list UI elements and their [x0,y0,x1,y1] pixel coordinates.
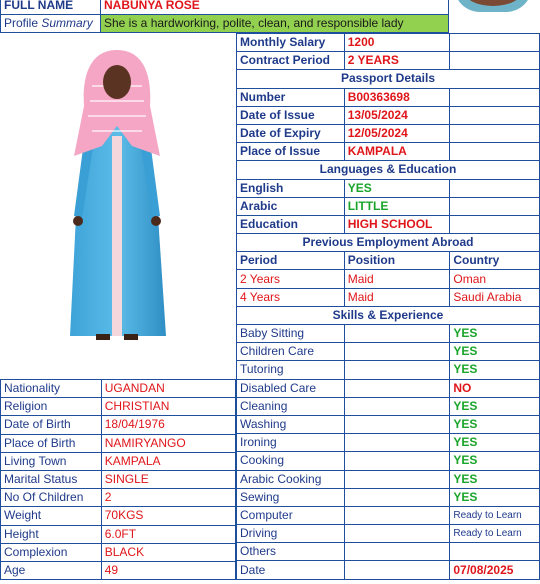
details-table [236,33,540,580]
contract-row [237,34,540,52]
passport-row: Number B00363698 [237,88,540,106]
passport-row: Date of Expiry 12/05/2024 [237,124,540,142]
employment-header-row: Period Position Country [237,252,540,270]
date-row: Date 07/08/2025 [237,561,540,579]
passport-section-title: Passport Details [237,70,540,88]
passport-row: Place of Issue KAMPALA [237,143,540,161]
skill-row: Washing YES [237,415,540,433]
language-row: English YES [237,179,540,197]
full-name-label: FULL NAME [1,0,101,15]
personal-row: No Of Children 2 [1,489,236,507]
personal-row: Place of Birth NAMIRYANGO [1,434,236,452]
skill-row: Ironing YES [237,434,540,452]
skill-row: Cleaning YES [237,397,540,415]
skill-row: Driving Ready to Learn [237,525,540,543]
personal-row: Nationality UGANDAN [1,380,236,398]
header-table [0,0,540,33]
employment-row: 2 Years Maid Oman [237,270,540,288]
profile-summary-text: She is a hardworking, polite, clean, and responsible lady [101,15,449,33]
personal-row: Date of Birth 18/04/1976 [1,416,236,434]
languages-section-title: Languages & Education [237,161,540,179]
skills-section-title: Skills & Experience [237,306,540,324]
contract-period-value: 2 YEARS [344,52,450,70]
personal-row: Height 6.0FT [1,525,236,543]
skill-row: Baby Sitting YES [237,325,540,343]
personal-row: Complexion BLACK [1,543,236,561]
language-row: Arabic LITTLE [237,197,540,215]
education-row: Education HIGH SCHOOL [237,215,540,233]
personal-row: Age 49 [1,561,236,579]
skill-row: Disabled Care NO [237,379,540,397]
candidate-photo [62,46,172,344]
contract-period-label: Contract Period [237,52,345,70]
skill-row: Sewing YES [237,488,540,506]
personal-row: Marital Status SINGLE [1,470,236,488]
skill-row: Computer Ready to Learn [237,506,540,524]
personal-row: Religion CHRISTIAN [1,398,236,416]
contract-row [237,52,540,70]
monthly-salary-value: 1200 [344,34,450,52]
passport-row: Date of Issue 13/05/2024 [237,106,540,124]
monthly-salary-label: Monthly Salary [237,34,345,52]
skill-row: Arabic Cooking YES [237,470,540,488]
personal-row: Weight 70KGS [1,507,236,525]
employment-row: 4 Years Maid Saudi Arabia [237,288,540,306]
skill-row: Others [237,543,540,561]
skill-row: Children Care YES [237,343,540,361]
full-name-value: NABUNYA ROSE [101,0,449,15]
profile-summary-label: Profile Summary [1,15,101,33]
personal-row: Living Town KAMPALA [1,452,236,470]
personal-table [0,379,236,580]
skill-row: Tutoring YES [237,361,540,379]
employment-section-title: Previous Employment Abroad [237,234,540,252]
skill-row: Cooking YES [237,452,540,470]
